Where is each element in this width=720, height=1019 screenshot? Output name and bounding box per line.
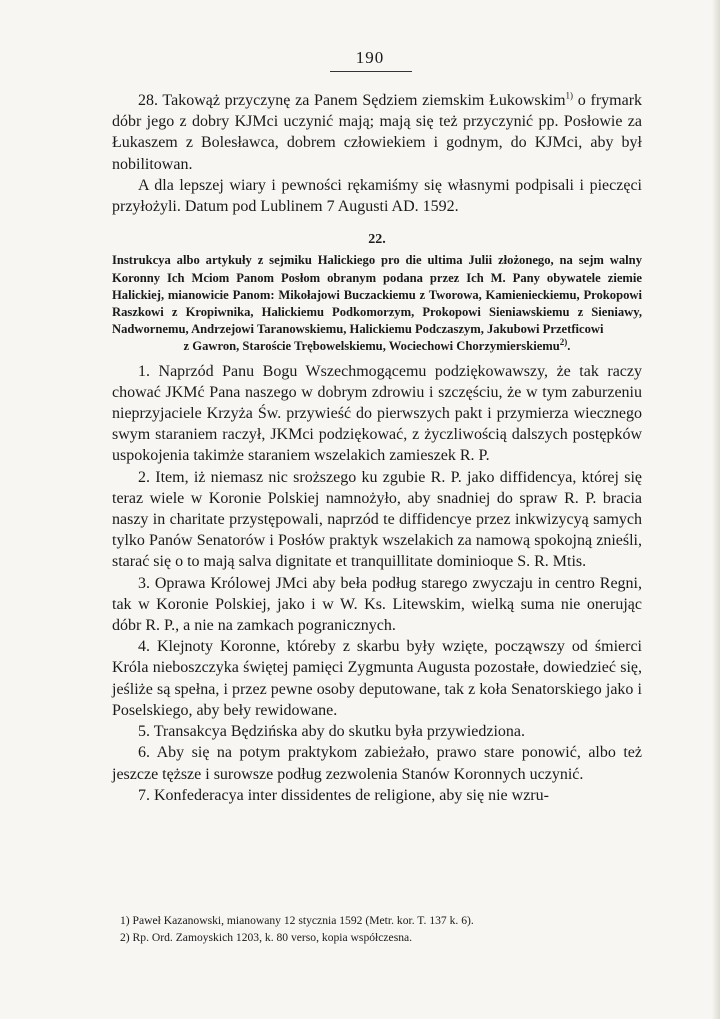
section-number: 22. — [368, 232, 386, 248]
article-5: 5. Transakcya Będzińska aby do skutku była przywiedziona. — [138, 723, 526, 741]
article-1: 1. Naprzód Panu Bogu Wszechmogącemu podziękowawszy, że tak raczy chować JKMć Pana naszego w dobrym zdrowiu i szczęściu, że w tym zaburzeniu nieprzyjaciele Krzyża Św. przywieść do pierwszych pakt i przymierza wiecznego swym staraniem raczył, JKMci podziękować, z życzliwością dalszych postępków uspokojenia takimże staraniem wszelakich zamieszek R. P. — [112, 362, 642, 465]
article-2: 2. Item, iż niemasz nic sroższego ku zgubie R. P. jako diffidencya, której się teraz wiele w Koronie Polskiej namnożyło, aby snadniej do spraw R. P. bracia naszy in charitate przystępowali, naprzód te diffidencye przez inkwizycyą samych tylko Panów Senatorów i Posłów praktyk wszelakich za namową spokojną znieśli, starać się o to mają salva dignitate et tranquillitate dominioque S. R. Mtis. — [112, 468, 642, 571]
page-number: 190 — [355, 48, 385, 67]
footnote-ref-2: 2) — [559, 337, 568, 348]
closing-paragraph: A dla lepszej wiary i pewności rękamiśmy się własnymi podpisali i pieczęci przyłożyli. Datum pod Lublinem 7 Augusti AD. 1592. — [112, 176, 642, 216]
page-number-rule — [330, 71, 412, 72]
article-3: 3. Oprawa Królowej JMci aby beła podług starego zwyczaju in centro Regni, tak w Koronie Polskiej, jako i w W. Ks. Litewskim, wielką suma nie onerując dóbr R. P., a nie na zamkach pogranicznych. — [112, 574, 642, 635]
footnote-ref-1: 1) — [565, 90, 574, 101]
paragraph-28-text: 28. Takowąż przyczynę za Panem Sędziem ziemskim Łukowskim — [138, 92, 566, 109]
article-4: 4. Klejnoty Koronne, któreby z skarbu były wzięte, począwszy od śmierci Króla nieboszczyka świętej pamięci Zygmunta Augusta pozostałe, dowiedzieć się, jeśliże są spełna, i przez pewne osoby deputowane, tak z koła Senatorskiego jako i Poselskiego, aby beły rewidowane. — [112, 638, 642, 719]
footnote-2: 2) Rp. Ord. Zamoyskich 1203, k. 80 verso, kopia współczesna. — [120, 931, 413, 944]
footnote-1: 1) Paweł Kazanowski, mianowany 12 stycznia 1592 (Metr. kor. T. 137 k. 6). — [120, 914, 474, 927]
article-7: 7. Konfederacya inter dissidentes de religione, aby się nie wzru- — [138, 786, 549, 804]
article-6: 6. Aby się na potym praktykom zabieżało, prawo stare ponowić, albo też jeszcze tęższe i surowsze podług zezwolenia Stanów Koronnych uczynić. — [112, 744, 642, 783]
footnotes — [112, 912, 642, 946]
main-text — [112, 90, 642, 806]
instruction-title: Instrukcya albo artykuły z sejmiku Halickiego pro die ultima Julii złożonego, na sejm walny Koronny Ich Mciom Panom Posłom obranym podana przez Ich M. Pany obywatele ziemie Halickiej, mianowicie Panom: Mikołajowi Buczackiemu z Tworowa, Kamienieckiemu, Prokopowi Raszkowi z Kropiwnika, Halickiemu Podkomorzym, Prokopowi Sieniawskiemu z Sieniawy, Nadwornemu, Andrzejowi Taranowskiemu, Halickiemu Podczaszym, Jakubowi Przetficowi z Gawron, Staroście Trębowelskiemu, Wociechowi Chorzymierskiemu$^{2)}$. — [112, 253, 642, 354]
paragraph-28-continuation: o frymark dóbr jego z dobry KJMci uczynić mają; mają się też przyczynić pp. Posłowie za Łukaszem z Bolesławca, dobrem człowiekiem i godnym, do KJMci, aby był nobilitowan. — [112, 92, 643, 173]
instruction-title-text: Instrukcya albo artykuły z sejmiku Halickiego pro die ultima Julii złożonego, na sejm walny Koronny Ich Mciom Panom Posłom obranym podana przez Ich M. Pany obywatele ziemie Halickiej, mianowicie Panom: Mikołajowi Buczackiemu z Tworowa, Kamienieckiemu, Prokopowi Raszkowi z Kropiwnika, Halickiemu Podkomorzym, Prokopowi Sieniawskiemu z Sieniawy, Nadwornemu, Andrzejowi Taranowskiemu, Halickiemu Podczaszym, Jakubowi Przetficowi — [112, 253, 642, 337]
page-edge-shadow — [712, 0, 720, 1019]
instruction-title-last: z Gawron, Staroście Trębowelskiemu, Wociechowi Chorzymierskiemu — [183, 339, 560, 354]
paragraph-28 — [112, 90, 642, 175]
